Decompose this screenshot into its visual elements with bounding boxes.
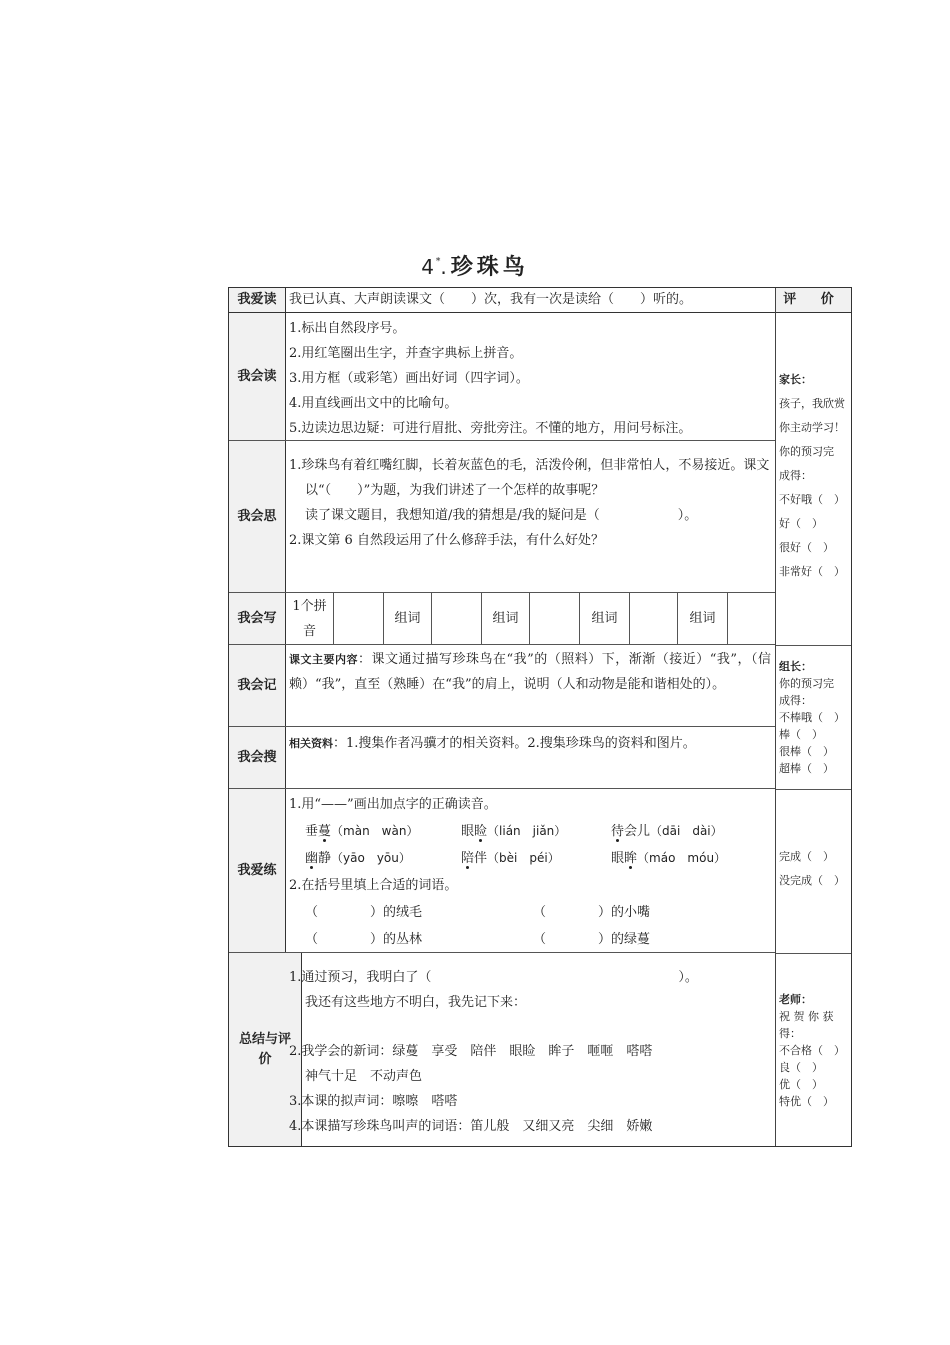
question-1-followup: 读了课文题目，我想知道/我的猜想是/我的疑问是（ ）。 [305, 508, 698, 523]
summary-1: 1.通过预习，我明白了（ ）。 [289, 970, 698, 985]
divider [776, 645, 851, 646]
option[interactable]: 特优（ ） [779, 1095, 834, 1108]
can-think-questions [286, 441, 775, 592]
fill-row-2 [289, 926, 771, 953]
summary-body [286, 953, 775, 1146]
parent-label: 家长： [779, 373, 812, 386]
practice-body [286, 789, 775, 952]
main-content-text: ：课文通过描写珍珠鸟在“我”的（照料）下，渐渐（接近）“我”，（信赖）“我”，直至（熟睡）在“我”的肩上，说明（人和动物是能和谐相处的）。 [289, 652, 772, 692]
row-can-remember [229, 645, 775, 727]
row-label: 我会搜 [229, 727, 286, 788]
row-label: 我爱读 [229, 288, 286, 312]
lesson-mark: * [435, 257, 441, 267]
row-practice [229, 789, 775, 953]
row-can-search [229, 727, 775, 789]
write-box[interactable] [630, 593, 678, 644]
summary-2-cont: 神气十足 不动声色 [305, 1069, 423, 1084]
pinyin-item: 幽静（yāo yōu） [305, 851, 411, 866]
option[interactable]: 棒（ ） [779, 728, 823, 741]
summary-1-followup: 我还有这些地方不明白，我先记下来： [305, 995, 527, 1010]
word: 幽静 [305, 851, 332, 866]
preview-worksheet [228, 287, 852, 1147]
word-label: 组词 [384, 593, 432, 644]
resources-tag: 相关资料 [289, 737, 333, 750]
option[interactable]: 不棒哦（ ） [779, 711, 845, 724]
row-read-aloud [229, 288, 775, 313]
row-can-read [229, 313, 775, 441]
word-label: 组词 [678, 593, 728, 644]
row-label: 总结与评价 [229, 953, 302, 1146]
row-summary [229, 953, 775, 1146]
pinyin-row-2 [289, 845, 771, 872]
row-label: 我爱练 [229, 789, 286, 952]
can-search-text [286, 727, 775, 788]
list-item: 1.标出自然段序号。 [289, 321, 406, 336]
parent-evaluation: 家长： 孩子，我欣赏 你主动学习！ 你的预习完 成得： 不好哦（ ） 好（ ） 很好（ ） 非常好（ ） [779, 368, 845, 584]
option[interactable]: 很棒（ ） [779, 745, 834, 758]
can-remember-text [286, 645, 775, 726]
pinyin-item: 眼睑（lián jiǎn） [461, 824, 567, 839]
word-label: 组词 [580, 593, 630, 644]
practice-question-2: 2.在括号里填上合适的词语。 [289, 878, 458, 893]
row-can-think [229, 441, 775, 593]
evaluation-column [775, 288, 851, 1146]
option[interactable]: 不合格（ ） [779, 1044, 845, 1057]
list-item: 2.用红笔圈出生字，并查字典标上拼音。 [289, 346, 523, 361]
row-label: 我会思 [229, 441, 286, 592]
option[interactable]: 良（ ） [779, 1061, 823, 1074]
pinyin-row-1 [289, 818, 771, 845]
option[interactable]: 优（ ） [779, 1078, 823, 1091]
word-label: 组词 [482, 593, 530, 644]
practice-evaluation [779, 845, 845, 893]
word: 陪伴 [461, 851, 488, 866]
fill-item: （ ）的小嘴 [533, 905, 651, 920]
option[interactable]: 很好（ ） [779, 541, 834, 554]
write-box[interactable] [334, 593, 384, 644]
write-box[interactable] [728, 593, 775, 644]
practice-question-1: 1.用“——”画出加点字的正确读音。 [289, 797, 497, 812]
fill-item: （ ）的绒毛 [305, 905, 423, 920]
teacher-evaluation: 老师： 祝 贺 你 获 得： 不合格（ ） 良（ ） 优（ ） 特优（ ） [779, 993, 845, 1108]
question-1: 1.珍珠鸟有着红嘴红脚，长着灰蓝色的毛，活泼伶俐，但非常怕人，不易接近。课文以“（ ）”为题，为我们讲述了一个怎样的故事呢？ [289, 458, 770, 498]
row-label: 我会读 [229, 313, 286, 440]
pinyin-item: 待会儿（dāi dài） [611, 824, 723, 839]
pinyin-item: 陪伴（bèi péi） [461, 851, 560, 866]
write-box[interactable] [432, 593, 482, 644]
option[interactable]: 超棒（ ） [779, 762, 834, 775]
summary-3: 3.本课的拟声词：嚓嚓 嗒嗒 [289, 1094, 458, 1109]
resources-text: ：1.搜集作者冯骥才的相关资料。2.搜集珍珠鸟的资料和图片。 [333, 736, 696, 751]
divider [776, 953, 851, 954]
main-content-tag: 课文主要内容 [289, 653, 358, 666]
word: 眼眸 [611, 851, 638, 866]
word: 待会儿 [611, 824, 651, 839]
pinyin-item: 垂蔓（màn wàn） [305, 824, 419, 839]
fill-item: （ ）的丛林 [305, 932, 423, 947]
fill-item: （ ）的绿蔓 [533, 932, 651, 947]
summary-2: 2.我学会的新词：绿蔓 享受 陪伴 眼睑 眸子 咂咂 嗒嗒 [289, 1044, 653, 1059]
word: 眼睑 [461, 824, 488, 839]
lesson-number: 4 [421, 255, 434, 279]
fill-row-1 [289, 899, 771, 926]
option[interactable]: 完成（ ） [779, 850, 834, 863]
can-read-list [286, 313, 775, 440]
read-aloud-text: 我已认真、大声朗读课文（ ）次，我有一次是读给（ ）听的。 [289, 292, 693, 307]
writing-grid [286, 593, 775, 644]
lesson-name: 珍珠鸟 [450, 255, 529, 280]
summary-4: 4.本课描写珍珠鸟叫声的词语：笛儿般 又细又亮 尖细 娇嫩 [289, 1119, 653, 1134]
lesson-title: 4 *. 珍珠鸟 [421, 255, 529, 280]
row-label: 我会写 [229, 593, 286, 644]
list-item: 3.用方框（或彩笔）画出好词（四字词）。 [289, 371, 529, 386]
group-label: 组长： [779, 660, 812, 673]
question-2: 2.课文第 6 自然段运用了什么修辞手法，有什么好处？ [289, 533, 604, 548]
blank-space [289, 1015, 771, 1039]
teacher-label: 老师： [779, 993, 812, 1006]
row-label: 我会记 [229, 645, 286, 726]
option[interactable]: 不好哦（ ） [779, 493, 845, 506]
word: 垂蔓 [305, 824, 332, 839]
option[interactable]: 非常好（ ） [779, 565, 845, 578]
option[interactable]: 没完成（ ） [779, 874, 845, 887]
option[interactable]: 好（ ） [779, 517, 823, 530]
pinyin-header: 1个拼音 [286, 593, 334, 644]
row-can-write [229, 593, 775, 645]
group-evaluation: 组长： 你的预习完 成得： 不棒哦（ ） 棒（ ） 很棒（ ） 超棒（ ） [779, 660, 845, 775]
list-item: 5.边读边思边疑：可进行眉批、旁批旁注。不懂的地方，用问号标注。 [289, 421, 692, 436]
write-box[interactable] [530, 593, 580, 644]
divider [776, 789, 851, 790]
pinyin-item: 眼眸（máo móu） [611, 851, 727, 866]
evaluation-header: 评 价 [776, 288, 851, 313]
list-item: 4.用直线画出文中的比喻句。 [289, 396, 458, 411]
